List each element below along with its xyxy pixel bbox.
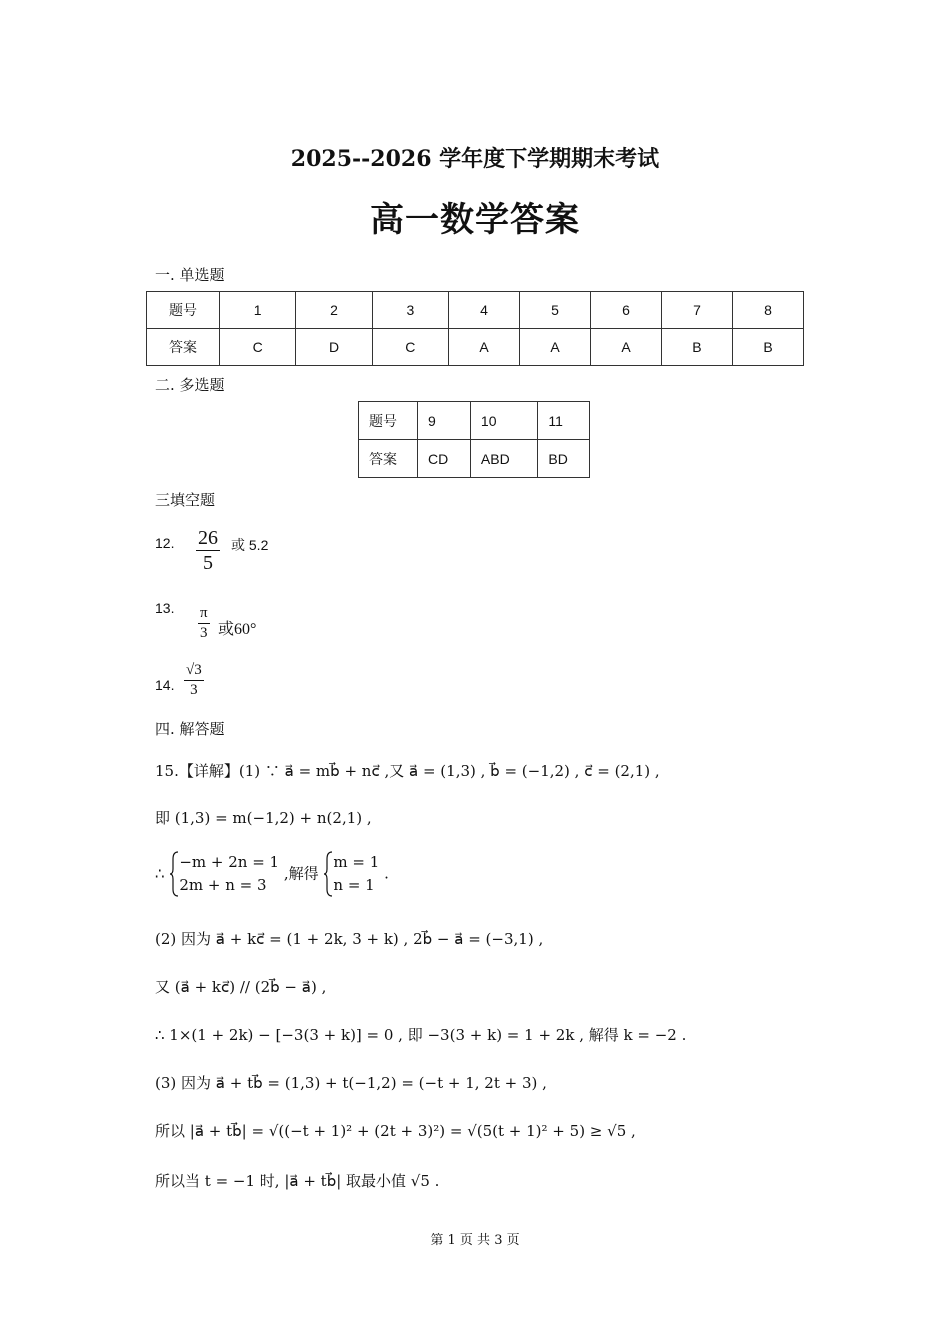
equation-row: −m + 2n = 1	[179, 853, 280, 871]
solution-line-9: 所以当 t = −1 时, |a⃗ + tb⃗| 取最小值 √5 .	[155, 1172, 440, 1190]
equation-system	[169, 851, 279, 898]
row-label-answer: 答案	[359, 440, 418, 478]
table-cell: 1	[220, 292, 296, 329]
fraction-numerator: √3	[184, 663, 204, 681]
table-row	[359, 402, 590, 440]
solution-line-4: (2) 因为 a⃗ + kc⃗ = (1 + 2k, 3 + k) , 2b⃗ − a⃗ = (−3,1) ,	[155, 930, 544, 948]
therefore-symbol: ∴	[155, 864, 165, 883]
solution-line-5: 又 (a⃗ + kc⃗) // (2b⃗ − a⃗) ,	[155, 978, 327, 996]
table-row	[359, 440, 590, 478]
table-cell: 4	[449, 292, 520, 329]
solution-line-6: ∴ 1×(1 + 2k) − [−3(3 + k)] = 0 , 即 −3(3 + k) = 1 + 2k , 解得 k = −2 .	[155, 1026, 687, 1044]
multi-choice-answer-table	[358, 401, 590, 478]
table-cell: A	[520, 329, 591, 366]
section-heading-single-choice: 一. 单选题	[155, 266, 225, 284]
question-14-number: 14.	[155, 677, 175, 693]
question-12-fraction	[196, 528, 220, 573]
table-cell: C	[372, 329, 448, 366]
question-12-alt-answer: 或 5.2	[231, 537, 269, 553]
exam-title: 2025--2026 学年度下学期期末考试	[290, 146, 660, 172]
fraction-denominator: 5	[203, 552, 213, 574]
table-cell: 8	[732, 292, 803, 329]
table-cell: CD	[418, 440, 471, 478]
table-cell: BD	[538, 440, 590, 478]
question-13-alt-answer: 或60°	[218, 621, 257, 638]
row-label-number: 题号	[147, 292, 220, 329]
question-13-number: 13.	[155, 600, 175, 616]
single-choice-answer-table	[146, 291, 804, 366]
table-row	[147, 329, 804, 366]
equation-row: m = 1	[333, 853, 380, 871]
question-14-fraction	[184, 663, 204, 698]
solution-line-1: 15.【详解】(1) ∵ a⃗ = mb⃗ + nc⃗ ,又 a⃗ = (1,3) , b⃗ = (−1,2) , c⃗ = (2,1) ,	[155, 762, 660, 780]
solution-line-2: 即 (1,3) = m(−1,2) + n(2,1) ,	[155, 809, 372, 827]
table-cell: 9	[418, 402, 471, 440]
document-title: 高一数学答案	[370, 200, 580, 240]
section-heading-solutions: 四. 解答题	[155, 720, 225, 738]
period: .	[384, 864, 389, 883]
table-cell: 6	[591, 292, 662, 329]
fraction-denominator: 3	[190, 682, 198, 698]
fraction-numerator: 26	[198, 527, 218, 549]
table-cell: B	[661, 329, 732, 366]
equation-row: n = 1	[333, 876, 375, 895]
fraction-numerator: π	[198, 606, 210, 624]
table-cell: ABD	[470, 440, 537, 478]
table-cell: C	[220, 329, 296, 366]
question-13-fraction	[198, 606, 210, 641]
table-cell: A	[591, 329, 662, 366]
row-label-answer: 答案	[147, 329, 220, 366]
table-cell: D	[296, 329, 372, 366]
solution-system	[323, 851, 379, 898]
table-cell: B	[732, 329, 803, 366]
fraction-denominator: 3	[200, 625, 208, 641]
table-cell: 10	[470, 402, 537, 440]
left-brace-icon	[169, 851, 179, 897]
table-cell: A	[449, 329, 520, 366]
table-cell: 5	[520, 292, 591, 329]
solution-line-8: 所以 |a⃗ + tb⃗| = √((−t + 1)² + (2t + 3)²) = √(5(t + 1)² + 5) ≥ √5 ,	[155, 1122, 636, 1140]
solve-text: ,解得	[283, 864, 319, 883]
section-heading-multi-choice: 二. 多选题	[155, 376, 225, 394]
solution-line-3	[155, 851, 389, 898]
table-row	[147, 292, 804, 329]
solution-line-7: (3) 因为 a⃗ + tb⃗ = (1,3) + t(−1,2) = (−t + 1, 2t + 3) ,	[155, 1074, 547, 1092]
row-label-number: 题号	[359, 402, 418, 440]
section-heading-fill-blank: 三填空题	[155, 491, 216, 509]
table-cell: 11	[538, 402, 590, 440]
page-footer: 第 1 页 共 3 页	[430, 1233, 520, 1248]
table-cell: 2	[296, 292, 372, 329]
left-brace-icon	[323, 851, 333, 897]
question-12-number: 12.	[155, 535, 175, 551]
table-cell: 3	[372, 292, 448, 329]
equation-row: 2m + n = 3	[179, 876, 267, 895]
table-cell: 7	[661, 292, 732, 329]
